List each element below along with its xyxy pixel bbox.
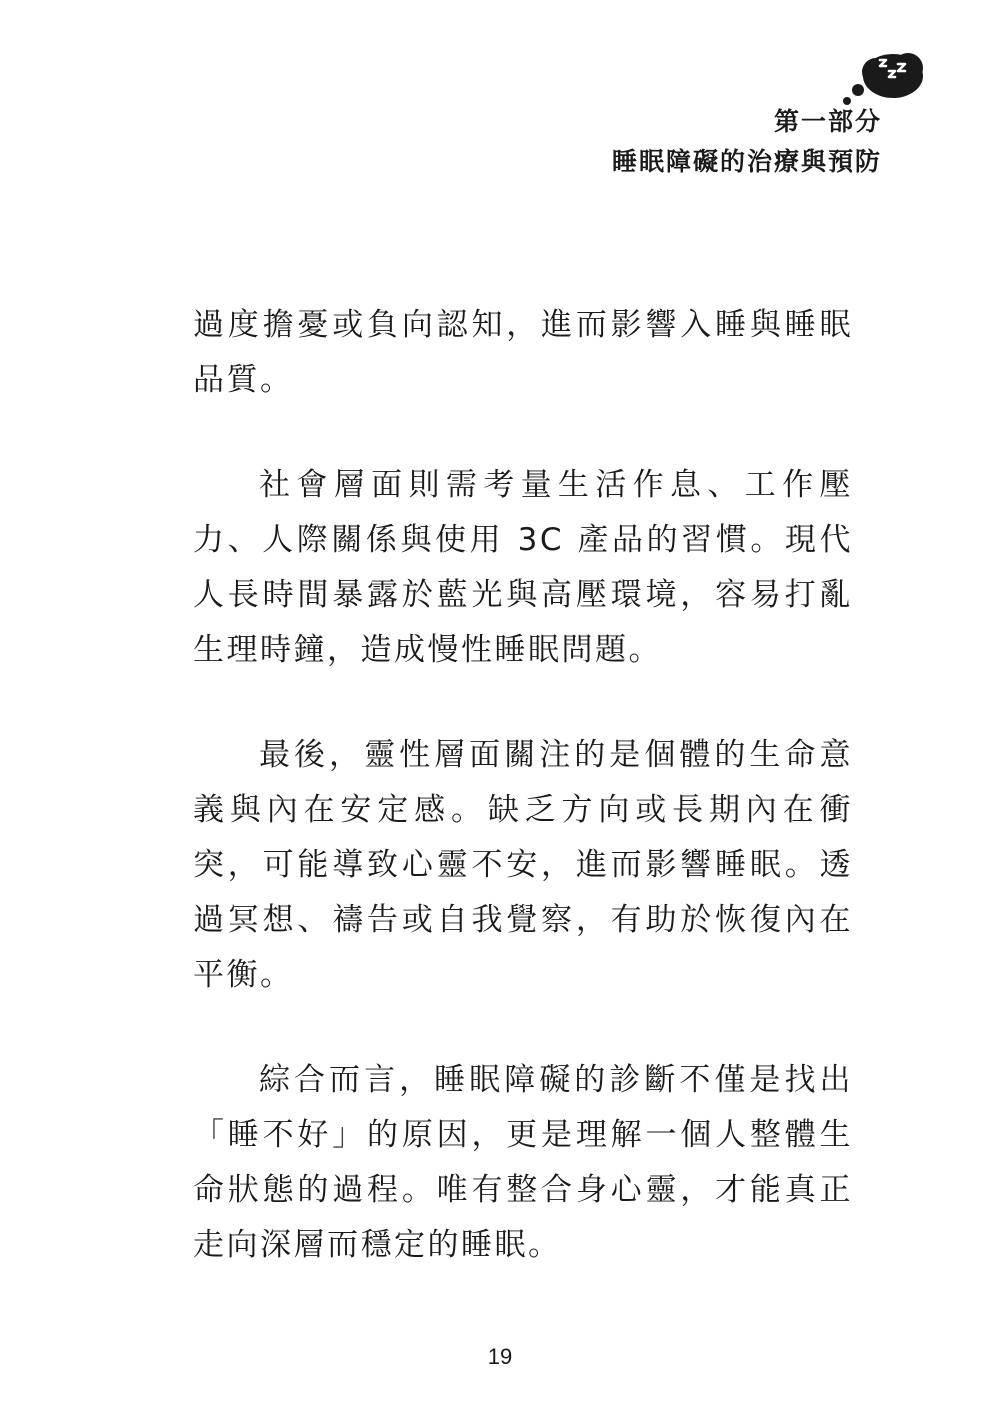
running-header bbox=[612, 104, 882, 180]
paragraph: 最後，靈性層面關注的是個體的生命意義與內在安定感。缺乏方向或長期內在衝突，可能導致心靈不安，進而影響睡眠。透過冥想、禱告或自我覺察，有助於恢復內在平衡。 bbox=[193, 737, 853, 993]
paragraph: 綜合而言，睡眠障礙的診斷不僅是找出「睡不好」的原因，更是理解一個人整體生命狀態的過程。唯有整合身心靈，才能真正走向深層而穩定的睡眠。 bbox=[193, 1062, 853, 1263]
page-number: 19 bbox=[487, 1344, 513, 1369]
sleep-cloud-zzz-icon bbox=[838, 50, 928, 110]
paragraph: 過度擔憂或負向認知，進而影響入睡與睡眠品質。 bbox=[193, 307, 853, 398]
part-title: 第一部分 bbox=[773, 107, 882, 136]
body-text bbox=[193, 298, 853, 1273]
paragraph: 社會層面則需考量生活作息、工作壓力、人際關係與使用 3C 產品的習慣。現代人長時間暴露於藍光與高壓環境，容易打亂生理時鐘，造成慢性睡眠問題。 bbox=[193, 467, 853, 668]
chapter-title: 睡眠障礙的治療與預防 bbox=[611, 147, 882, 176]
